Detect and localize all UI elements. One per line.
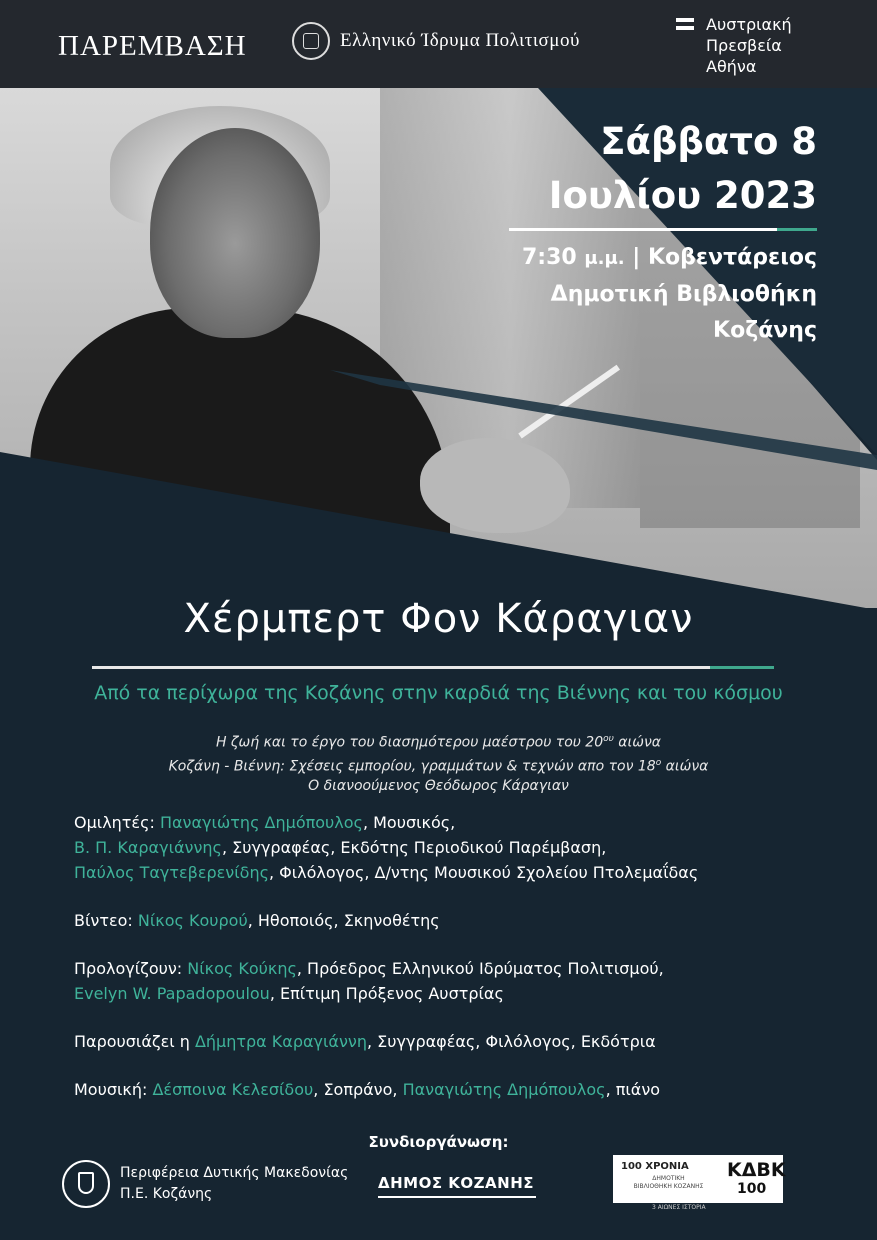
library-tagline: 3 ΑΙΩΝΕΣ ΙΣΤΟΡΙΑ bbox=[652, 1204, 706, 1211]
event-date-month: Ιουλίου 2023 bbox=[548, 174, 817, 217]
foundation-name: Ελληνικό Ίδρυμα Πολιτισμού bbox=[340, 30, 580, 51]
region-logo bbox=[62, 1160, 348, 1208]
venue-line: Κοβεντάρειος bbox=[647, 245, 817, 270]
music-block: Μουσική: Δέσποινα Κελεσίδου, Σοπράνο, Παναγιώτης Δημόπουλος, πιάνο bbox=[74, 1080, 661, 1099]
speaker-name: Παναγιώτης Δημόπουλος bbox=[159, 813, 363, 832]
speaker-name: Β. Π. Καραγιάννης bbox=[74, 838, 222, 857]
region-name: Περιφέρεια Δυτικής Μακεδονίας bbox=[120, 1165, 349, 1181]
credits-list bbox=[74, 810, 698, 1125]
topic-line: Η ζωή και το έργο του διασημότερου μαέστρου του $20^{o\upsilon}$ αιώνα bbox=[215, 734, 662, 751]
municipality-logo: ΔΗΜΟΣ ΚΟΖΑΝΗΣ bbox=[378, 1174, 535, 1192]
topic-line: Ο διανοούμενος Θεόδωρος Κάραγιαν bbox=[308, 778, 569, 795]
musician-name: Δέσποινα Κελεσίδου bbox=[152, 1080, 314, 1099]
greek-coat-of-arms-icon bbox=[62, 1160, 110, 1208]
event-subtitle: Από τα περίχωρα της Κοζάνης στην καρδιά της Βιέννης και του κόσμου bbox=[94, 682, 783, 704]
prologue-block: Προλογίζουν: Νίκος Κούκης, Πρόεδρος Ελληνικού Ιδρύματος Πολιτισμού, Evelyn W. Papadopoulou, Επίτιμη Πρόξενος Αυστρίας bbox=[74, 959, 664, 1003]
embassy-line: Αυστριακή bbox=[706, 15, 792, 34]
event-date-day: Σάββατο 8 bbox=[600, 120, 817, 163]
title-divider bbox=[92, 666, 774, 669]
prologue-name: Evelyn W. Papadopoulou bbox=[74, 984, 270, 1003]
prologue-name: Νίκος Κούκης bbox=[187, 959, 297, 978]
coorganization-label: Συνδιοργάνωση: bbox=[368, 1133, 509, 1151]
library-mark-number: 100 bbox=[737, 1181, 767, 1197]
event-time: 7:30 bbox=[522, 245, 577, 270]
venue-line: Δημοτική Βιβλιοθήκη bbox=[550, 282, 817, 307]
presenter-name: Δήμητρα Καραγιάννη bbox=[194, 1032, 367, 1051]
paremvasi-logo: ΠΑΡΕΜΒΑΣΗ bbox=[58, 30, 247, 62]
municipality-underline bbox=[378, 1196, 536, 1198]
speaker-name: Παύλος Ταγτεβερενίδης bbox=[74, 863, 269, 882]
event-venue bbox=[522, 240, 817, 349]
embassy-line: Πρεσβεία bbox=[706, 36, 782, 55]
event-time-suffix: μ.μ. bbox=[584, 248, 625, 269]
date-divider bbox=[509, 228, 817, 231]
library-logo bbox=[613, 1155, 786, 1203]
embassy-line: Αθήνα bbox=[706, 57, 757, 76]
event-topics bbox=[0, 729, 877, 796]
library-years: 100 ΧΡΟΝΙΑ bbox=[621, 1161, 689, 1172]
video-name: Νίκος Κουρού bbox=[137, 911, 248, 930]
video-block: Βίντεο: Νίκος Κουρού, Ηθοποιός, Σκηνοθέτης bbox=[74, 911, 440, 930]
time-separator: | bbox=[632, 245, 641, 270]
presenter-block: Παρουσιάζει η Δήμητρα Καραγιάννη, Συγγραφέας, Φιλόλογος, Εκδότρια bbox=[74, 1032, 656, 1051]
topic-line: Κοζάνη - Βιέννη: Σχέσεις εμπορίου, γραμμάτων & τεχνών απο τον $18^o$ αιώνα bbox=[168, 757, 709, 775]
event-title: Χέρμπερτ Φον Κάραγιαν bbox=[183, 596, 694, 642]
region-unit: Π.Ε. Κοζάνης bbox=[120, 1186, 213, 1202]
library-mark: ΚΔΒΚ bbox=[727, 1159, 786, 1181]
musician-name: Παναγιώτης Δημόπουλος bbox=[402, 1080, 606, 1099]
venue-line: Κοζάνης bbox=[713, 318, 817, 343]
speakers-block: Ομιλητές: Παναγιώτης Δημόπουλος, Μουσικός, Β. Π. Καραγιάννης, Συγγραφέας, Εκδότης Περιοδικού Παρέμβαση, Παύλος Ταγτεβερενίδης, Φιλόλογος, Δ/ντης Μουσικού Σχολείου Πτολεμαΐδας bbox=[74, 813, 699, 882]
library-subtitle: ΔΗΜΟΤΙΚΗ ΒΙΒΛΙΟΘΗΚΗ ΚΟΖΑΝΗΣ bbox=[633, 1175, 704, 1190]
